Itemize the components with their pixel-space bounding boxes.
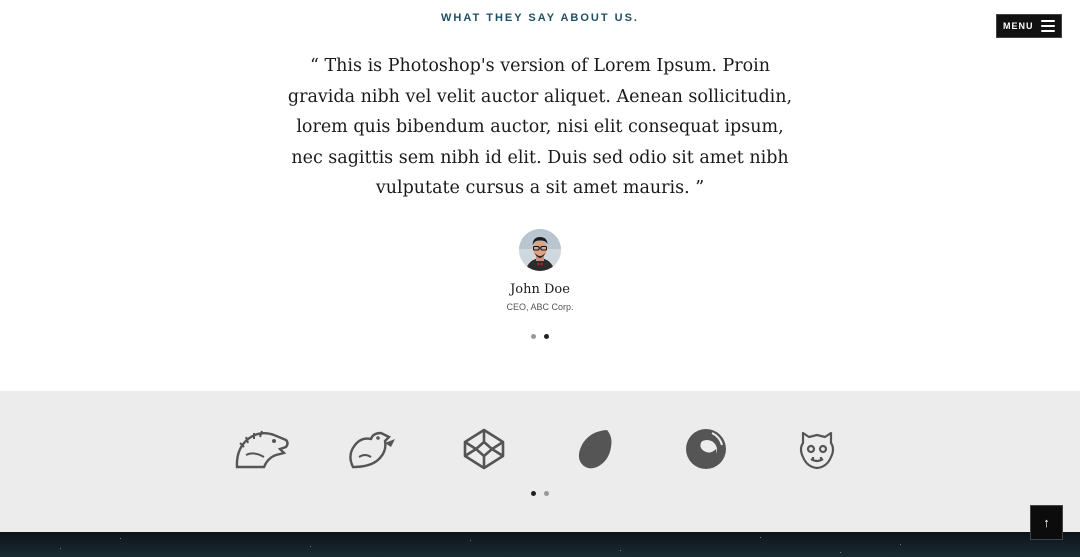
clients-dot-1[interactable] [531, 491, 536, 496]
arrow-up-icon: ↑ [1043, 515, 1050, 530]
avatar [519, 229, 561, 271]
codepen-icon [456, 427, 512, 471]
mozilla-icon [234, 427, 290, 471]
testimonial-quote: “ This is Photoshop's version of Lorem Ipsum. Proin gravida nibh vel velit auctor aliquet. Aenean sollicitudin, lorem quis bibendum auctor, nisi elit consequat ipsum, nec sagittis sem nibh id elit. Duis sed odio sit amet nibh vulputate cursus a sit amet mauris. ” [287, 56, 793, 198]
person-role: CEO, ABC Corp. [506, 302, 574, 312]
person-name: John Doe [510, 282, 570, 297]
testimonial-dot-2[interactable] [544, 334, 549, 339]
grunt-icon [789, 427, 845, 471]
footer-bar [0, 532, 1080, 557]
clients-dots [531, 491, 549, 496]
back-to-top-button[interactable] [1030, 505, 1063, 540]
clients-band [0, 391, 1080, 532]
testimonial-dot-1[interactable] [531, 334, 536, 339]
hamburger-icon [1041, 20, 1055, 32]
menu-button[interactable] [996, 14, 1062, 38]
firefox-icon [678, 427, 734, 471]
duck-icon [345, 427, 401, 471]
clients-dot-2[interactable] [544, 491, 549, 496]
envato-icon [567, 427, 623, 471]
testimonial-dots [531, 334, 549, 339]
section-title: WHAT THEY SAY ABOUT US. [441, 12, 639, 24]
menu-label: MENU [1003, 21, 1034, 31]
